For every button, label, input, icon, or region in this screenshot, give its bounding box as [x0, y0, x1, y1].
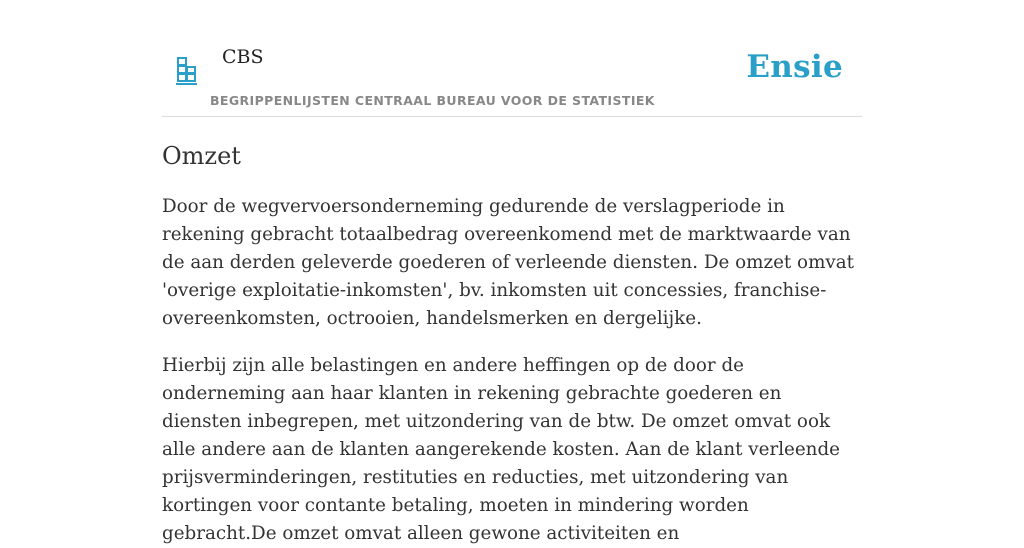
definition-paragraph-1: Door de wegvervoersonderneming gedurende de verslagperiode in rekening gebracht totaalbedrag overeenkomend met de marktwaarde van de aan derden geleverde goederen of verleende diensten. De omzet omvat 'overige exploitatie-inkomsten', bv. inkomsten uit concessies, franchise-overeenkomsten, octrooien, handelsmerken en dergelijke. — [162, 196, 854, 329]
page — [162, 0, 862, 548]
definition-paragraph-2: Hierbij zijn alle belastingen en andere heffingen op de door de onderneming aan haar klanten in rekening gebrachte goederen en diensten inbegrepen, met uitzondering van de btw. De omzet omvat ook alle andere aan de klanten aangerekende kosten. Aan de klant verleende prijsverminderingen, restituties en reducties, met uitzondering van kortingen voor contante betaling, moeten in mindering worden gebracht.De omzet omvat alleen gewone activiteiten en — [162, 355, 840, 544]
cbs-logo-icon[interactable] — [176, 57, 198, 87]
site-header — [162, 0, 862, 117]
ensie-brand-logo[interactable]: Ensie — [746, 49, 843, 85]
page-title: Omzet — [162, 142, 241, 170]
glossary-subtitle[interactable]: BEGRIPPENLIJSTEN CENTRAAL BUREAU VOOR DE STATISTIEK — [210, 93, 655, 108]
org-name[interactable]: CBS — [222, 46, 264, 68]
